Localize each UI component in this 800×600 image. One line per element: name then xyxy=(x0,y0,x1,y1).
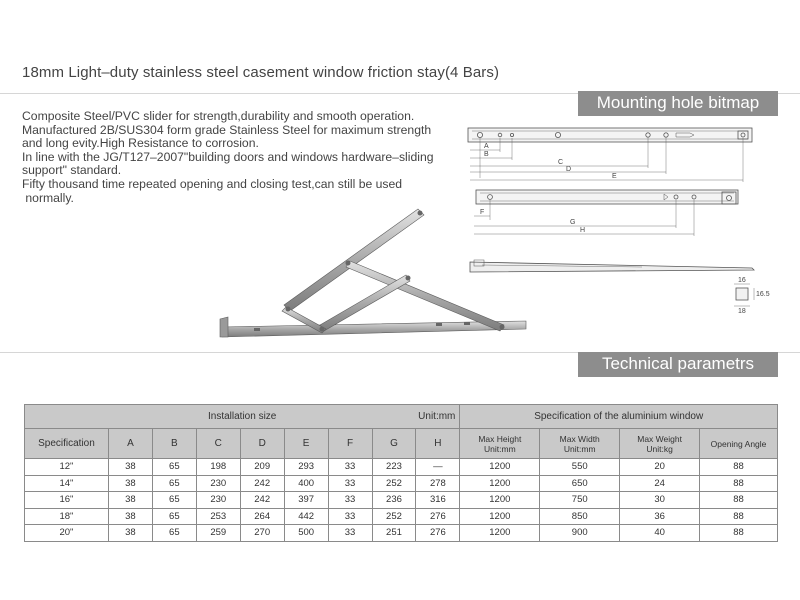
cell-b: 65 xyxy=(152,525,196,542)
description-line: and long evity.High Resistance to corrosion. xyxy=(22,136,259,151)
cell-g: 251 xyxy=(372,525,416,542)
cell-spec: 16" xyxy=(25,492,109,509)
cell-h: 276 xyxy=(416,525,460,542)
col-max-width: Max Width Unit:mm xyxy=(540,429,620,459)
cell-g: 236 xyxy=(372,492,416,509)
col-f: F xyxy=(328,429,372,459)
col-h: H xyxy=(416,429,460,459)
cell-opening-angle: 88 xyxy=(700,525,778,542)
dim-a-label: A xyxy=(484,143,489,150)
col-max-height: Max Height Unit:mm xyxy=(460,429,540,459)
cell-max-height: 1200 xyxy=(460,475,540,492)
cell-e: 442 xyxy=(284,508,328,525)
cell-a: 38 xyxy=(108,525,152,542)
dim-d-label: D xyxy=(566,166,572,173)
page-title: 18mm Light–duty stainless steel casement window friction stay(4 Bars) xyxy=(22,64,500,81)
cell-b: 65 xyxy=(152,492,196,509)
dim-c-label: C xyxy=(558,159,564,166)
dim-g-label: G xyxy=(570,219,576,226)
cell-e: 397 xyxy=(284,492,328,509)
aluminium-window-header: Specification of the aluminium window xyxy=(460,405,778,429)
cell-f: 33 xyxy=(328,492,372,509)
cell-max-weight: 40 xyxy=(620,525,700,542)
cell-spec: 20" xyxy=(25,525,109,542)
cell-c: 230 xyxy=(196,475,240,492)
cell-g: 223 xyxy=(372,459,416,476)
cell-e: 400 xyxy=(284,475,328,492)
description-line: Manufactured 2B/SUS304 form grade Stainless Steel for maximum strength xyxy=(22,122,432,137)
technical-parameters-table xyxy=(24,404,778,542)
col-b: B xyxy=(152,429,196,459)
col-d: D xyxy=(240,429,284,459)
cell-d: 209 xyxy=(240,459,284,476)
table-row xyxy=(25,492,778,509)
dim-e-label: E xyxy=(612,173,617,180)
col-g: G xyxy=(372,429,416,459)
cell-c: 253 xyxy=(196,508,240,525)
cell-max-weight: 30 xyxy=(620,492,700,509)
description-line: Composite Steel/PVC slider for strength,durability and smooth operation. xyxy=(22,109,415,123)
col-e: E xyxy=(284,429,328,459)
cell-max-width: 650 xyxy=(540,475,620,492)
profile-height-label: 16.5 xyxy=(756,291,770,298)
cell-max-width: 550 xyxy=(540,459,620,476)
cell-e: 500 xyxy=(284,525,328,542)
cell-h: 278 xyxy=(416,475,460,492)
cell-h: — xyxy=(416,459,460,476)
cell-max-width: 750 xyxy=(540,492,620,509)
cell-b: 65 xyxy=(152,459,196,476)
cell-opening-angle: 88 xyxy=(700,508,778,525)
cell-max-weight: 20 xyxy=(620,459,700,476)
mounting-hole-heading: Mounting hole bitmap xyxy=(578,91,778,116)
cell-max-width: 850 xyxy=(540,508,620,525)
cell-max-height: 1200 xyxy=(460,525,540,542)
cell-opening-angle: 88 xyxy=(700,459,778,476)
description-line: In line with the JG/T127–2007"building doors and windows hardware–sliding xyxy=(22,149,434,164)
cell-e: 293 xyxy=(284,459,328,476)
cell-max-weight: 24 xyxy=(620,475,700,492)
cell-d: 242 xyxy=(240,475,284,492)
cell-c: 198 xyxy=(196,459,240,476)
cell-b: 65 xyxy=(152,508,196,525)
cell-max-width: 900 xyxy=(540,525,620,542)
technical-parameters-heading: Technical parametrs xyxy=(578,352,778,377)
cell-b: 65 xyxy=(152,475,196,492)
cell-g: 252 xyxy=(372,475,416,492)
description-line: Fifty thousand time repeated opening and closing test,can still be used xyxy=(22,176,403,191)
cell-max-height: 1200 xyxy=(460,492,540,509)
cell-d: 270 xyxy=(240,525,284,542)
cell-a: 38 xyxy=(108,459,152,476)
cell-opening-angle: 88 xyxy=(700,475,778,492)
table-row xyxy=(25,525,778,542)
unit-label: Unit:mm xyxy=(418,411,456,422)
cell-d: 242 xyxy=(240,492,284,509)
cell-a: 38 xyxy=(108,508,152,525)
profile-base-label: 18 xyxy=(738,308,746,315)
product-description xyxy=(22,110,452,205)
installation-size-header xyxy=(25,405,460,429)
installation-size-label: Installation size xyxy=(208,411,277,422)
table-row xyxy=(25,459,778,476)
cell-f: 33 xyxy=(328,459,372,476)
col-max-weight: Max Weight Unit:kg xyxy=(620,429,700,459)
cell-c: 230 xyxy=(196,492,240,509)
cell-max-weight: 36 xyxy=(620,508,700,525)
cell-f: 33 xyxy=(328,475,372,492)
description-line: normally. xyxy=(22,190,74,205)
col-specification: Specification xyxy=(25,429,109,459)
col-a: A xyxy=(108,429,152,459)
cell-h: 276 xyxy=(416,508,460,525)
cell-spec: 18" xyxy=(25,508,109,525)
cell-h: 316 xyxy=(416,492,460,509)
col-opening-angle: Opening Angle xyxy=(700,429,778,459)
cell-opening-angle: 88 xyxy=(700,492,778,509)
cell-max-height: 1200 xyxy=(460,508,540,525)
cell-max-height: 1200 xyxy=(460,459,540,476)
dim-b-label: B xyxy=(484,151,489,158)
dim-f-label: F xyxy=(480,209,485,216)
col-c: C xyxy=(196,429,240,459)
cell-c: 259 xyxy=(196,525,240,542)
table-row xyxy=(25,508,778,525)
dim-h-label: H xyxy=(580,227,586,234)
cell-spec: 14" xyxy=(25,475,109,492)
description-line: support" standard. xyxy=(22,163,122,178)
cell-g: 252 xyxy=(372,508,416,525)
cell-a: 38 xyxy=(108,475,152,492)
cell-f: 33 xyxy=(328,525,372,542)
cell-spec: 12" xyxy=(25,459,109,476)
table-row xyxy=(25,475,778,492)
cell-d: 264 xyxy=(240,508,284,525)
cell-f: 33 xyxy=(328,508,372,525)
cell-a: 38 xyxy=(108,492,152,509)
friction-stay-image xyxy=(214,205,530,345)
profile-width-label: 16 xyxy=(738,277,746,284)
